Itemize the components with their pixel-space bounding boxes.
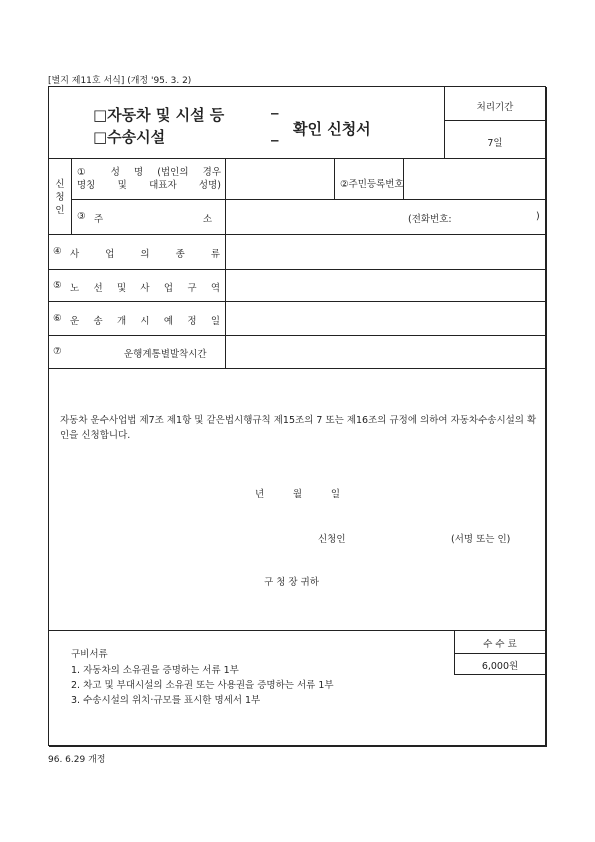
divider: [444, 120, 545, 121]
name-field[interactable]: [226, 160, 333, 198]
start-date-field[interactable]: [226, 302, 544, 334]
schedule-label: 운행계통별발착시간: [124, 349, 207, 360]
document-item: 2. 차고 및 부대시설의 소유권 또는 사용권을 증명하는 서류 1부: [71, 680, 334, 691]
divider: [49, 630, 545, 631]
title-dash: _: [271, 124, 279, 142]
phone-close: ): [536, 211, 540, 222]
documents-heading: 구비서류: [71, 649, 108, 660]
divider: [71, 159, 72, 234]
route-area-label: 노 선 및 사 업 구 역: [70, 283, 220, 294]
divider: [454, 653, 545, 654]
phone-label: (전화번호:: [408, 214, 452, 225]
applicant-group-label: 신 청 인: [55, 179, 65, 216]
start-date-number: ⑥: [53, 313, 62, 324]
divider: [454, 674, 545, 675]
applicant-sign-label: 신청인: [318, 534, 346, 545]
resident-number-label: ②주민등록번호: [340, 179, 404, 190]
start-date-label: 운 송 개 시 예 정 일: [70, 316, 220, 327]
fee-value: 6,000원: [481, 661, 519, 672]
fee-label: 수 수 료: [483, 639, 517, 650]
address-field[interactable]: [226, 200, 544, 233]
processing-period-value: 7일: [487, 138, 503, 149]
route-area-field[interactable]: [226, 270, 544, 300]
name-label: ① 성 명 (법인의 경우 명칭 및 대표자 성명): [77, 167, 221, 191]
business-type-number: ④: [53, 246, 62, 257]
business-type-field[interactable]: [226, 235, 544, 268]
document-item: 1. 자동차의 소유권을 증명하는 서류 1부: [71, 665, 239, 676]
divider: [444, 158, 545, 159]
form-title: 확인 신청서: [293, 120, 371, 138]
schedule-field[interactable]: [226, 336, 544, 367]
application-statement: 자동차 운수사업법 제7조 제1항 및 같은법시행규칙 제15조의 7 또는 제16조의 규정에 의하여 자동차수송시설의 확인을 신청합니다.: [60, 415, 537, 441]
document-item: 3. 수송시설의 위치·규모를 표시한 명세서 1부: [71, 695, 261, 706]
divider: [334, 159, 335, 199]
signature-placeholder: (서명 또는 인): [451, 534, 511, 545]
address-number: ③: [77, 211, 86, 222]
title-option-vehicles: □자동차 및 시설 등: [93, 106, 225, 124]
divider: [49, 158, 445, 159]
schedule-number: ⑦: [53, 346, 62, 357]
title-option-transport: □수송시설: [93, 128, 166, 146]
divider: [49, 368, 545, 369]
processing-period-label: 처리기간: [476, 102, 514, 113]
address-label: 주 소: [94, 214, 212, 225]
date-line: 년 월 일: [255, 489, 340, 500]
route-area-number: ⑤: [53, 280, 62, 291]
form-number: [별지 제11호 서식] (개정 '95. 3. 2): [48, 76, 192, 86]
addressee: 구 청 장 귀하: [264, 577, 319, 588]
title-dash: _: [271, 97, 279, 115]
business-type-label: 사 업 의 종 류: [70, 249, 220, 260]
resident-number-field[interactable]: [404, 160, 544, 198]
revision-note: 96. 6.29 개정: [48, 755, 106, 765]
